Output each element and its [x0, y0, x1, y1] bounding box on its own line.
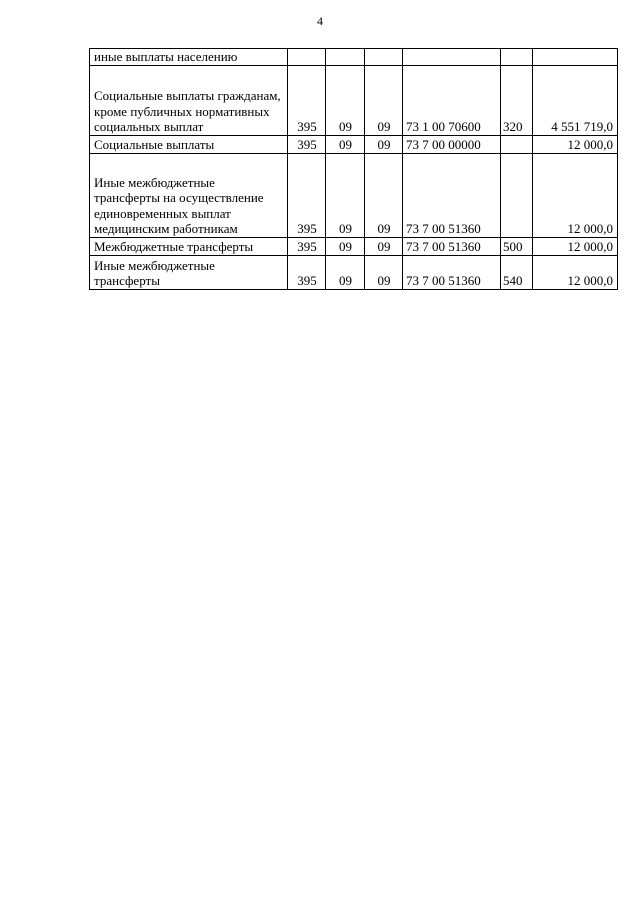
grbs-cell: [288, 49, 326, 66]
section-cell: 09: [326, 153, 365, 237]
amount-cell: 4 551 719,0: [533, 65, 618, 135]
target-article-cell: 73 7 00 51360: [403, 153, 501, 237]
amount-cell: [533, 49, 618, 66]
target-article-cell: 73 1 00 70600: [403, 65, 501, 135]
subsection-cell: 09: [365, 237, 403, 255]
expense-type-cell: [501, 135, 533, 153]
row-name: Социальные выплаты гражданам, кроме публичных нормативных социальных выплат: [90, 65, 288, 135]
table-row: [90, 65, 618, 135]
subsection-cell: 09: [365, 65, 403, 135]
section-cell: [326, 49, 365, 66]
table-row: [90, 255, 618, 289]
row-name: Иные межбюджетные трансферты: [90, 255, 288, 289]
section-cell: 09: [326, 237, 365, 255]
section-cell: 09: [326, 65, 365, 135]
amount-cell: 12 000,0: [533, 153, 618, 237]
budget-table: [89, 48, 618, 290]
amount-cell: 12 000,0: [533, 237, 618, 255]
grbs-cell: 395: [288, 135, 326, 153]
expense-type-cell: 320: [501, 65, 533, 135]
expense-type-cell: [501, 49, 533, 66]
row-name: Иные межбюджетные трансферты на осуществление единовременных выплат медицинским работникам: [90, 153, 288, 237]
table-row: [90, 153, 618, 237]
expense-type-cell: 500: [501, 237, 533, 255]
subsection-cell: 09: [365, 153, 403, 237]
grbs-cell: 395: [288, 237, 326, 255]
expense-type-cell: [501, 153, 533, 237]
section-cell: 09: [326, 255, 365, 289]
subsection-cell: 09: [365, 255, 403, 289]
subsection-cell: [365, 49, 403, 66]
target-article-cell: 73 7 00 51360: [403, 237, 501, 255]
grbs-cell: 395: [288, 153, 326, 237]
table-row: [90, 237, 618, 255]
section-cell: 09: [326, 135, 365, 153]
page-number: 4: [317, 14, 323, 28]
target-article-cell: 73 7 00 00000: [403, 135, 501, 153]
grbs-cell: 395: [288, 255, 326, 289]
table-row: [90, 49, 618, 66]
amount-cell: 12 000,0: [533, 255, 618, 289]
target-article-cell: [403, 49, 501, 66]
table-row: [90, 135, 618, 153]
row-name: иные выплаты населению: [90, 49, 288, 66]
subsection-cell: 09: [365, 135, 403, 153]
target-article-cell: 73 7 00 51360: [403, 255, 501, 289]
row-name: Межбюджетные трансферты: [90, 237, 288, 255]
expense-type-cell: 540: [501, 255, 533, 289]
grbs-cell: 395: [288, 65, 326, 135]
amount-cell: 12 000,0: [533, 135, 618, 153]
row-name: Социальные выплаты: [90, 135, 288, 153]
